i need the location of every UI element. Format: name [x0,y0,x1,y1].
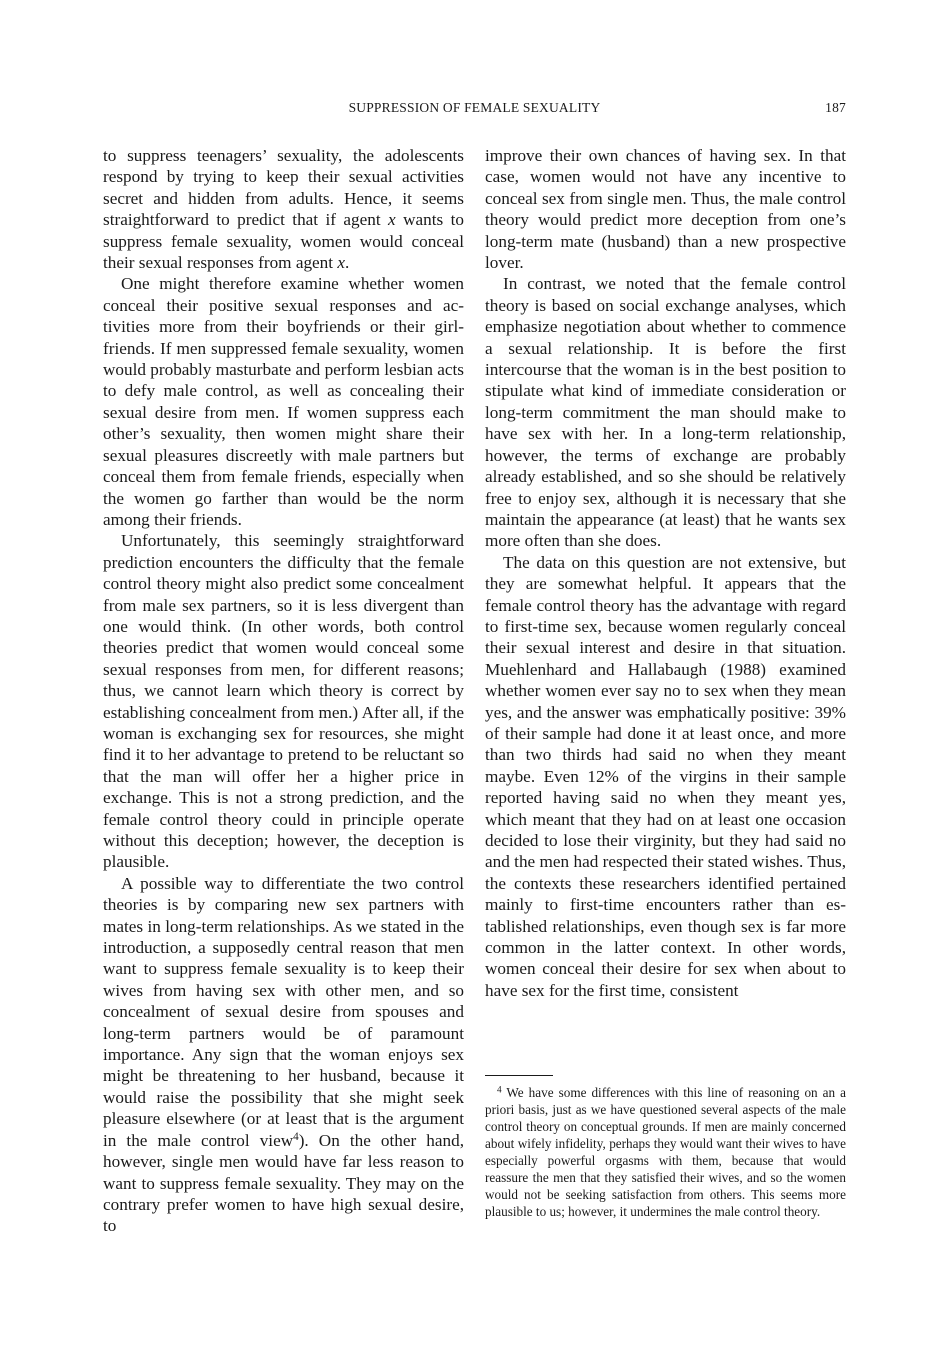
paragraph: In contrast, we noted that the female control theory is based on social exchange analyses, which emphasize negotiation about whether to commence a sexual relationship. It is before the first intercourse that the woman is in the best position to stipulate what kind of immediate consideration or long-term commitment the man should make to have sex with her. In a long-term relationship, however, the terms of exchange are probably already established, and so she should be relatively free to enjoy sex, although it is necessary that she maintain the appearance (at least) that he wants sex more often than she does. [485,274,846,551]
paragraph-text: to suppress teenagers’ sexuality, the adolescents respond by trying to keep their sexual activities secret and hidden from adults. Hence, it seems straightforward to predict that if agent [103,146,464,230]
running-title: SUPPRESSION OF FEMALE SEXUALITY [348,100,601,115]
italic-variable: x [337,253,345,273]
footnote-divider [485,1075,553,1076]
paragraph-text: wants to suppress female sexuality, women would conceal their sexual responses from agent [103,210,464,273]
footnote-paragraph [485,1084,846,1220]
paragraph [103,873,464,1237]
paragraph: The data on this question are not extensive, but they are somewhat helpful. It appears that the female control theory has the advantage with regard to first-time sex, because women regularly conceal their sexual interest and desire in that situation. Muehlenhard and Hallabaugh (1988) examined whether women ever say no to sex when they mean yes, and the answer was emphatically positive: 39% of their sample had done it at least once, and more than two thirds had said no when they meant maybe. Even 12% of the virgins in their sample reported having said no when they meant yes, which meant that they had on at least one occasion decided to lose their virginity, but they had said no and the men had respected their stated wishes. Thus, the contexts these researchers identified pertained mainly to first-time encounters rather than established relationships, even though sex is far more common in the latter context. In other words, women conceal their desire for sex when about to have sex for the first time, consistent [485,552,846,1000]
left-column [103,145,464,1237]
paragraph-text: . [345,253,350,273]
paragraph-text: ). On the other hand, however, single men would have far less reason to want to suppress female sexuality. They may on the contrary prefer women to have high sexual desire, to [103,1130,464,1236]
paragraph: improve their own chances of having sex. In that case, women would not have any incentive to conceal sex from single men. Thus, the male control theory would predict more deception from one’s long-term mate (husband) than a new prospective lover. [485,146,846,273]
running-head [103,100,846,118]
footnote-text: We have some differences with this line of reasoning on an a priori basis, just as we have questioned several aspects of the male control theory on conceptual grounds. If men are mainly concerned about wifely infidelity, perhaps they would want their wives to have especially powerful orgasms with them, because that would reassure the men that they satisfied their wives, and so the women would not be seeking satisfaction from others. This seems more plausible to us; however, it undermines the male control theory. [485,1085,846,1219]
footnote [485,1084,846,1220]
paragraph [103,145,464,273]
paragraph-text: A possible way to differentiate the two control theories is by comparing new sex partners with mates in long-term relationships. As we stated in the introduction, a supposedly central reason that men want to suppress female sexuality is to keep their wives from having sex with other men, and so concealment of sexual desire from spouses and long-term partners would be of paramount importance. Any sign that the woman enjoys sex might be threatening to her husband, because it would raise the possibility that she might seek pleasure elsewhere (or at least that is the argument in the male control view [103,873,464,1150]
page-number: 187 [825,100,846,115]
footnote-marker: 4 [497,1084,502,1095]
right-column [485,145,846,1001]
footnote-reference[interactable]: 4 [293,1130,299,1143]
paragraph: One might therefore examine whether women conceal their positive sexual responses and activities more from their boyfriends or their girlfriends. If men suppressed female sexuality, women would probably masturbate and perform lesbian acts to defy male control, as well as concealing their sexual desire from men. If women suppress each other’s sexuality, then women might share their sexual pleasures discreetly with male partners but conceal them from female friends, especially when the women go farther than would be the norm among their friends. [103,274,464,529]
italic-variable: x [388,210,396,230]
paragraph: Unfortunately, this seemingly straightforward prediction encounters the difficulty that the female control theory might also predict some concealment from male sex partners, so it is less divergent than one would think. (In other words, both control theories predict that women would conceal some sexual responses from men, for different reasons; thus, we cannot learn which theory is correct by establishing concealment from men.) After all, if the woman is exchanging sex for resources, she might find it to her advantage to pretend to be reluctant so that the man will offer her a higher price in exchange. This is not a strong prediction, and the female control theory could in principle operate without this deception; however, the deception is plausible. [103,531,464,872]
